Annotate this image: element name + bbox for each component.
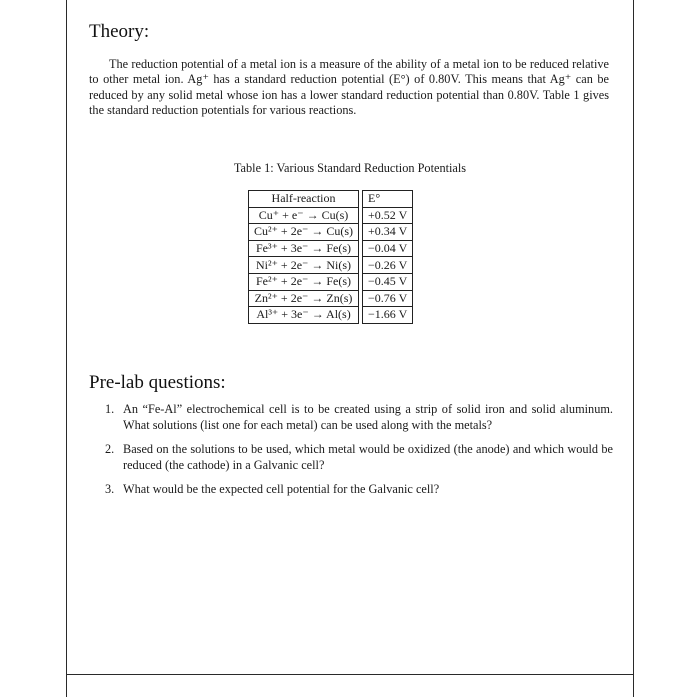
question-text: What would be the expected cell potential for the Galvanic cell? [123,482,440,496]
question-text: An “Fe-Al” electrochemical cell is to be created using a strip of solid iron and solid aluminum. What solutions (list one for each metal) can be used along with the metals? [123,402,613,432]
question-item [105,402,613,433]
table-row [249,307,413,324]
header-e-standard: E° [363,191,413,208]
question-number: 3. [105,482,115,496]
table-row [249,273,413,290]
potential-cell: −0.04 V [363,240,413,257]
potential-cell: +0.52 V [363,207,413,224]
reaction-cell: Fe²⁺ + 2e⁻ → Fe(s) [249,273,359,290]
page-border-right [633,0,634,697]
potential-cell: −0.45 V [363,273,413,290]
reaction-cell: Cu⁺ + e⁻ → Cu(s) [249,207,359,224]
prelab-question-list [105,402,613,507]
table-row [249,257,413,274]
table-caption: Table 1: Various Standard Reduction Potentials [233,161,467,175]
table-row [249,207,413,224]
prelab-heading: Pre-lab questions: [89,372,226,393]
question-number: 2. [105,442,115,456]
page-border-left [66,0,67,697]
page-border-bottom [66,674,634,675]
question-text: Based on the solutions to be used, which metal would be oxidized (the anode) and which would be reduced (the cathode) in a Galvanic cell? [123,442,613,472]
potentials-table [248,190,413,324]
question-item [105,442,613,473]
document-page [68,0,632,674]
theory-heading: Theory: [89,21,150,42]
reaction-cell: Al³⁺ + 3e⁻ → Al(s) [249,307,359,324]
question-item [105,482,613,498]
reaction-cell: Ni²⁺ + 2e⁻ → Ni(s) [249,257,359,274]
reaction-cell: Cu²⁺ + 2e⁻ → Cu(s) [249,224,359,241]
table-row [249,290,413,307]
question-number: 1. [105,402,115,416]
potential-cell: −0.76 V [363,290,413,307]
potential-cell: +0.34 V [363,224,413,241]
potential-cell: −1.66 V [363,307,413,324]
header-half-reaction: Half-reaction [249,191,359,208]
theory-paragraph: The reduction potential of a metal ion is a measure of the ability of a metal ion to be reduced relative to other metal ion. Ag⁺ has a standard reduction potential (E°) of 0.80V. This means that Ag⁺ can be reduced by any solid metal whose ion has a lower standard reduction potential than 0.80V. Table 1 gives the standard reduction potentials for various reactions. [89,57,609,118]
table-header-row [249,191,413,208]
reaction-cell: Zn²⁺ + 2e⁻ → Zn(s) [249,290,359,307]
table-row [249,240,413,257]
table-row [249,224,413,241]
potential-cell: −0.26 V [363,257,413,274]
reaction-cell: Fe³⁺ + 3e⁻ → Fe(s) [249,240,359,257]
potentials-table-wrap [248,190,413,324]
